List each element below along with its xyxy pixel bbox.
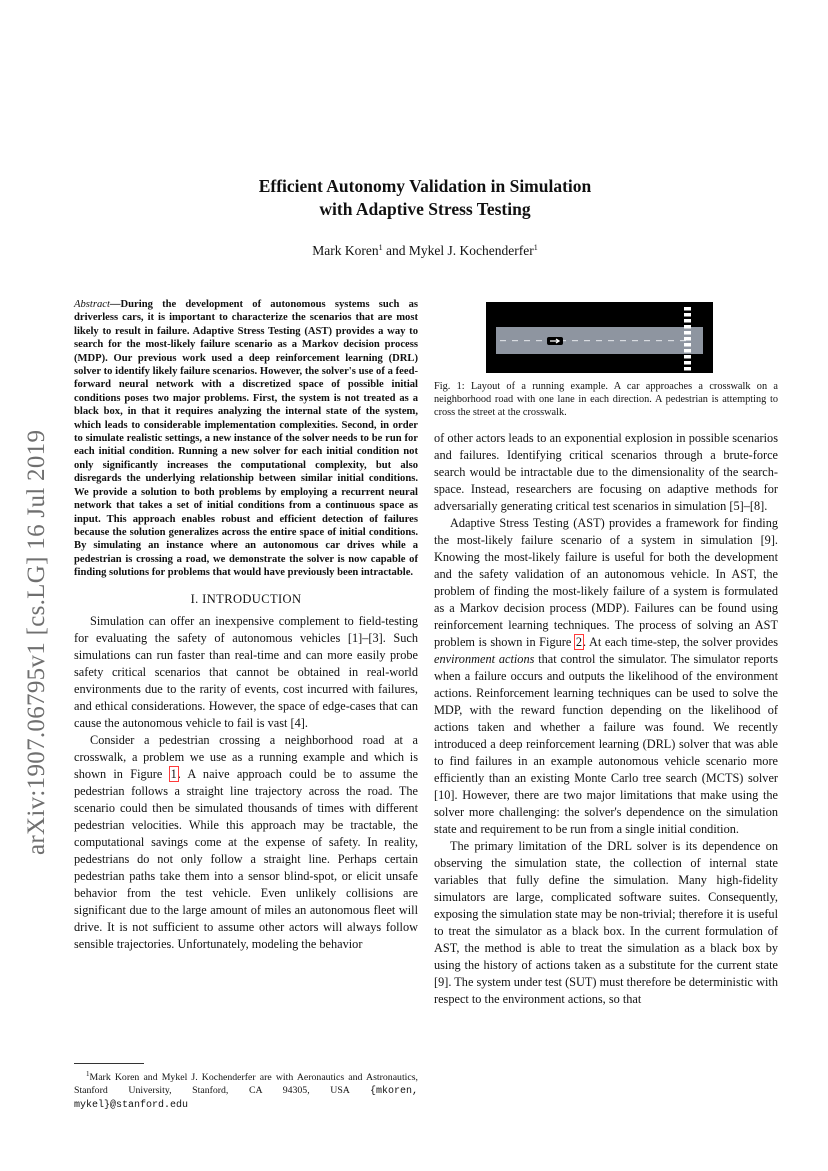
lane-dash: [524, 340, 530, 341]
author-and: and: [382, 243, 409, 258]
footnote-marker: 1: [86, 1070, 90, 1078]
left-column: [74, 298, 418, 953]
lane-dash: [584, 340, 590, 341]
lane-dash: [632, 340, 638, 341]
intro-p2-text-b: . A naive approach could be to assume the pedestrian follows a straight line trajectory across the road. The scenario could then be simulated thousands of times with different pedestrian velocities. While this approach may be tractable, the computational savings come at the expense of safety. In reality, pedestrians do not only follow a straight line. Perhaps certain pedestrian paths take them into a sensor blind-spot, or elicit unsafe behavior from the test vehicle. Even unlikely collisions are significant due to the large amount of miles an autonomous fleet will drive. It is not sufficient to assume other actors will always follow sensible trajectories. Unfortunately, modeling the behavior: [74, 766, 418, 951]
title-line-2: with Adaptive Stress Testing: [319, 199, 531, 219]
abstract: [74, 298, 418, 580]
environment-actions-term: environment actions: [434, 651, 535, 666]
author-1-affil: 1: [378, 243, 383, 252]
lane-dash: [620, 340, 626, 341]
lane-dash: [536, 340, 542, 341]
lane-dash: [608, 340, 614, 341]
lane-dash: [596, 340, 602, 341]
figure-2-link[interactable]: 2: [575, 634, 583, 649]
abstract-label: Abstract: [74, 299, 110, 310]
footnote: [74, 1055, 418, 1112]
lane-dash: [572, 340, 578, 341]
footnote-body: [74, 1068, 418, 1112]
crosswalk-stripe: [684, 325, 691, 329]
lane-dash: [644, 340, 650, 341]
intro-paragraph-2: [74, 732, 418, 953]
paper-title: [140, 175, 710, 221]
crosswalk-stripe: [684, 319, 691, 323]
right-paragraph-1: of other actors leads to an exponential explosion in possible scenarios and failures. Identifying critical scenarios through a brute-force search would be intractable due to the dimensionality of the search-space. Instead, researchers are focusing on adaptive methods for adversarially generating critical test scenarios in simulation [5]–[8].: [434, 430, 778, 513]
abstract-text: During the development of autonomous systems such as driverless cars, it is important to characterize the scenarios that are most likely to result in failure. Adaptive Stress Testing (AST) provides a way to search for the most-likely failure scenario as a Markov decision process (MDP). Our previous work used a deep reinforcement learning (DRL) solver to identify likely failure scenarios. However, the solver's use of a feed-forward neural network with a discretized space of possible initial conditions poses two major problems. First, the system is not treated as a black box, in that it requires analyzing the internal state of the system, which leads to considerable implementation complexities. Second, in order to simulate realistic settings, a new instance of the solver needs to be run for each initial condition. Running a new solver for each initial condition not only significantly increases the computational complexity, but also disregards the underlying relationship between similar initial conditions. We provide a solution to both problems by employing a recurrent neural network that takes a set of initial conditions from a continuous space as input. This approach enables robust and efficient detection of failures because the solution generalizes across the entire space of initial conditions. By simulating an instance where an autonomous car drives while a pedestrian is crossing a road, we demonstrate the solver is now capable of finding solutions for problems that would have previously been intractable.: [74, 299, 418, 579]
crosswalk-stripe: [684, 313, 691, 317]
author-1: Mark Koren: [312, 243, 379, 258]
right-p2-text-a: Adaptive Stress Testing (AST) provides a framework for finding the most-likely failure scenario of a system in simulation [9]. Knowing the most-likely failure is useful for both the development and the safety validation of an autonomous vehicle. In AST, the problem of finding the most-likely failure of a system is formulated as a Markov decision process (MDP). Failures can be found using reinforcement learning techniques. The process of solving an AST problem is shown in Figure: [434, 515, 778, 649]
lane-dash: [500, 340, 506, 341]
right-paragraph-3: The primary limitation of the DRL solver is its dependence on observing the simulation state, the collection of internal state variables that fully define the simulation. Many high-fidelity simulators are large, complicated software suites. Consequently, exposing the simulation state may be non-trivial; therefore it is useful to treat the simulator as a black box. In the current formulation of AST, the method is able to treat the simulation as a black box by using the history of actions taken as a substitute for the current state [9]. The system under test (SUT) must therefore be deterministic with respect to the environment actions, so that: [434, 838, 778, 1006]
intro-p2-text-a: Consider a pedestrian crossing a neighborhood road at a crosswalk, a problem we use as a running example and which is shown in Figure: [74, 732, 418, 781]
figure-1: [486, 302, 713, 373]
abstract-dash: —: [109, 299, 121, 310]
section-heading-introduction: I. INTRODUCTION: [190, 591, 302, 606]
lane-dash: [656, 340, 662, 341]
title-line-1: Efficient Autonomy Validation in Simulation: [258, 176, 592, 196]
crosswalk-diagram: [486, 302, 713, 373]
right-column: [434, 298, 778, 1008]
lane-dash: [512, 340, 518, 341]
right-p2-text-c: that control the simulator. The simulator reports when a failure occurs and outputs the likelihood of the environment actions. Reinforcement learning techniques can be used to solve the MDP, with the reward function depending on the likelihood of actions taken and whether a failure was found. We recently introduced a deep reinforcement learning (DRL) solver that was able to find failures in an example autonomous vehicle scenario more efficiently than an existing Monte Carlo tree search (MCTS) solver [10]. However, there are two major limitations that make using the solver more challenging: the solver's dependence on the simulation state and requirement to be run from a single initial condition.: [434, 651, 778, 836]
crosswalk-stripe: [684, 349, 691, 353]
lane-dash: [668, 340, 674, 341]
figure-1-caption: Fig. 1: Layout of a running example. A car approaches a crosswalk on a neighborhood road with one lane in each direction. A pedestrian is attempting to cross the street at the crosswalk.: [434, 381, 778, 419]
author-2: Mykel J. Kochenderfer: [408, 243, 534, 258]
footnote-emails: {mkoren, mykel}@stanford.edu: [74, 1086, 418, 1111]
arxiv-identifier[interactable]: arXiv:1907.06795v1 [cs.LG] 16 Jul 2019: [23, 429, 50, 855]
footnote-rule: [74, 1063, 144, 1064]
figure-1-link[interactable]: 1: [170, 766, 177, 781]
author-list: [140, 243, 710, 259]
crosswalk-stripe: [684, 331, 691, 335]
car-icon: [547, 337, 563, 345]
crosswalk-stripe: [684, 355, 691, 359]
crosswalk-stripe: [684, 367, 691, 371]
crosswalk-stripe: [684, 361, 691, 365]
right-paragraph-2: [434, 515, 778, 838]
intro-paragraph-1: Simulation can offer an inexpensive complement to field-testing for evaluating the safety of autonomous vehicles [1]–[3]. Such simulations can run faster than real-time and can more easily probe safety critical scenarios that cannot be obtained in real-world environments due to the rarity of events, cost incurred with failures, and ethical considerations. However, the space of edge-cases that can cause the autonomous vehicle to fail is vast [4].: [74, 613, 418, 730]
crosswalk-stripe: [684, 307, 691, 311]
crosswalk-stripe: [684, 343, 691, 347]
footnote-text: Mark Koren and Mykel J. Kochenderfer are with Aeronautics and Astronautics, Stanford University, Stanford, CA 94305, USA: [74, 1072, 418, 1096]
right-p2-text-b: . At each time-step, the solver provides: [583, 634, 778, 649]
author-2-affil: 1: [533, 243, 538, 252]
crosswalk-stripe: [684, 337, 691, 341]
